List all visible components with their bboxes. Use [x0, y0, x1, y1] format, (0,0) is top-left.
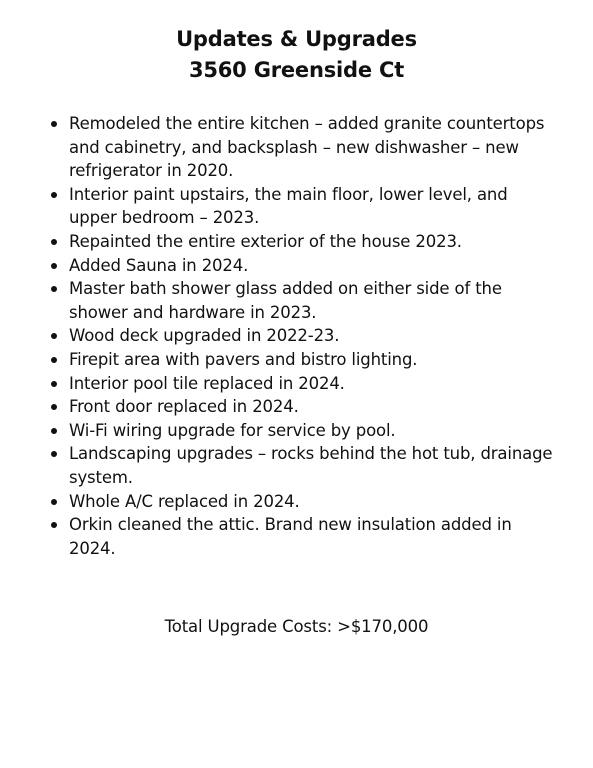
list-item-text: Firepit area with pavers and bistro lighting.	[69, 349, 418, 369]
page-title: Updates & Upgrades	[176, 27, 417, 51]
list-item-text: Wood deck upgraded in 2022-23.	[69, 326, 340, 346]
list-item	[69, 324, 559, 348]
title-block	[0, 24, 593, 86]
bullet-icon	[51, 263, 57, 269]
list-item	[69, 419, 559, 443]
bullet-icon	[51, 333, 57, 339]
bullet-icon	[51, 239, 57, 245]
bullet-icon	[51, 357, 57, 363]
list-item	[69, 183, 559, 230]
list-item-text: Front door replaced in 2024.	[69, 397, 299, 417]
bullet-icon	[51, 404, 57, 410]
list-item-text: Wi-Fi wiring upgrade for service by pool.	[69, 420, 396, 440]
list-item-text: Master bath shower glass added on either side of the shower and hardware in 2023.	[69, 279, 502, 322]
list-item	[69, 395, 559, 419]
list-item-text: Interior pool tile replaced in 2024.	[69, 373, 345, 393]
total-upgrade-costs: Total Upgrade Costs: >$170,000	[164, 617, 429, 636]
list-item-text: Remodeled the entire kitchen – added granite countertops and cabinetry, and backsplash – new dishwasher – new refrigerator in 2020.	[69, 114, 545, 181]
list-item-text: Whole A/C replaced in 2024.	[69, 491, 300, 511]
property-address: 3560 Greenside Ct	[188, 58, 405, 82]
list-item	[69, 513, 559, 560]
list-item-text: Landscaping upgrades – rocks behind the hot tub, drainage system.	[69, 444, 553, 487]
list-item-text: Repainted the entire exterior of the house 2023.	[69, 231, 462, 251]
bullet-icon	[51, 192, 57, 198]
list-item-text: Added Sauna in 2024.	[69, 255, 249, 275]
list-item-text: Interior paint upstairs, the main floor, lower level, and upper bedroom – 2023.	[69, 184, 508, 228]
bullet-icon	[51, 381, 57, 387]
list-item	[69, 254, 559, 278]
bullet-icon	[51, 522, 57, 528]
list-item	[69, 277, 559, 324]
bullet-icon	[51, 428, 57, 434]
updates-list	[69, 112, 559, 560]
list-item	[69, 442, 559, 489]
list-item	[69, 490, 559, 514]
list-item	[69, 348, 559, 372]
list-item	[69, 230, 559, 254]
bullet-icon	[51, 451, 57, 457]
list-item	[69, 372, 559, 396]
bullet-icon	[51, 499, 57, 505]
list-item	[69, 112, 559, 183]
list-item-text: Orkin cleaned the attic. Brand new insulation added in 2024.	[69, 515, 512, 558]
bullet-icon	[51, 286, 57, 292]
bullet-icon	[51, 121, 57, 127]
